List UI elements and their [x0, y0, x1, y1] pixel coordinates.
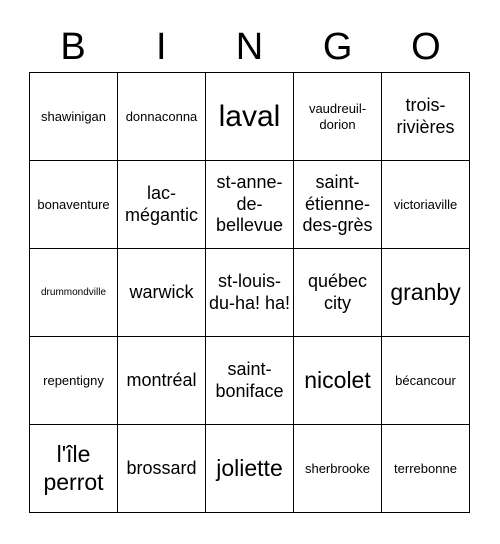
- bingo-cell[interactable]: st-anne-de-bellevue: [206, 161, 294, 249]
- header-letter-o: O: [411, 26, 441, 68]
- header-letter-g: G: [322, 26, 353, 68]
- header-letter-b: B: [60, 26, 86, 68]
- bingo-cell[interactable]: nicolet: [294, 337, 382, 425]
- bingo-cell[interactable]: joliette: [206, 425, 294, 513]
- bingo-cell[interactable]: l'île perrot: [30, 425, 118, 513]
- bingo-cell[interactable]: vaudreuil-dorion: [294, 73, 382, 161]
- bingo-cell[interactable]: shawinigan: [30, 73, 118, 161]
- bingo-cell[interactable]: saint-boniface: [206, 337, 294, 425]
- bingo-cell[interactable]: warwick: [118, 249, 206, 337]
- bingo-header: [29, 22, 470, 72]
- bingo-cell[interactable]: brossard: [118, 425, 206, 513]
- bingo-cell[interactable]: granby: [382, 249, 470, 337]
- bingo-cell[interactable]: lac-mégantic: [118, 161, 206, 249]
- bingo-cell[interactable]: bonaventure: [30, 161, 118, 249]
- bingo-cell[interactable]: laval: [206, 73, 294, 161]
- bingo-cell[interactable]: donnaconna: [118, 73, 206, 161]
- bingo-board: [29, 72, 470, 513]
- bingo-cell[interactable]: trois-rivières: [382, 73, 470, 161]
- bingo-cell[interactable]: saint-étienne-des-grès: [294, 161, 382, 249]
- bingo-cell[interactable]: victoriaville: [382, 161, 470, 249]
- bingo-cell[interactable]: terrebonne: [382, 425, 470, 513]
- header-letter-i: I: [156, 26, 167, 68]
- bingo-cell[interactable]: bécancour: [382, 337, 470, 425]
- bingo-cell[interactable]: sherbrooke: [294, 425, 382, 513]
- bingo-cell[interactable]: québec city: [294, 249, 382, 337]
- bingo-cell[interactable]: drummondville: [30, 249, 118, 337]
- bingo-cell[interactable]: st-louis-du-ha! ha!: [206, 249, 294, 337]
- header-letter-n: N: [235, 26, 264, 68]
- bingo-cell[interactable]: repentigny: [30, 337, 118, 425]
- bingo-cell[interactable]: montréal: [118, 337, 206, 425]
